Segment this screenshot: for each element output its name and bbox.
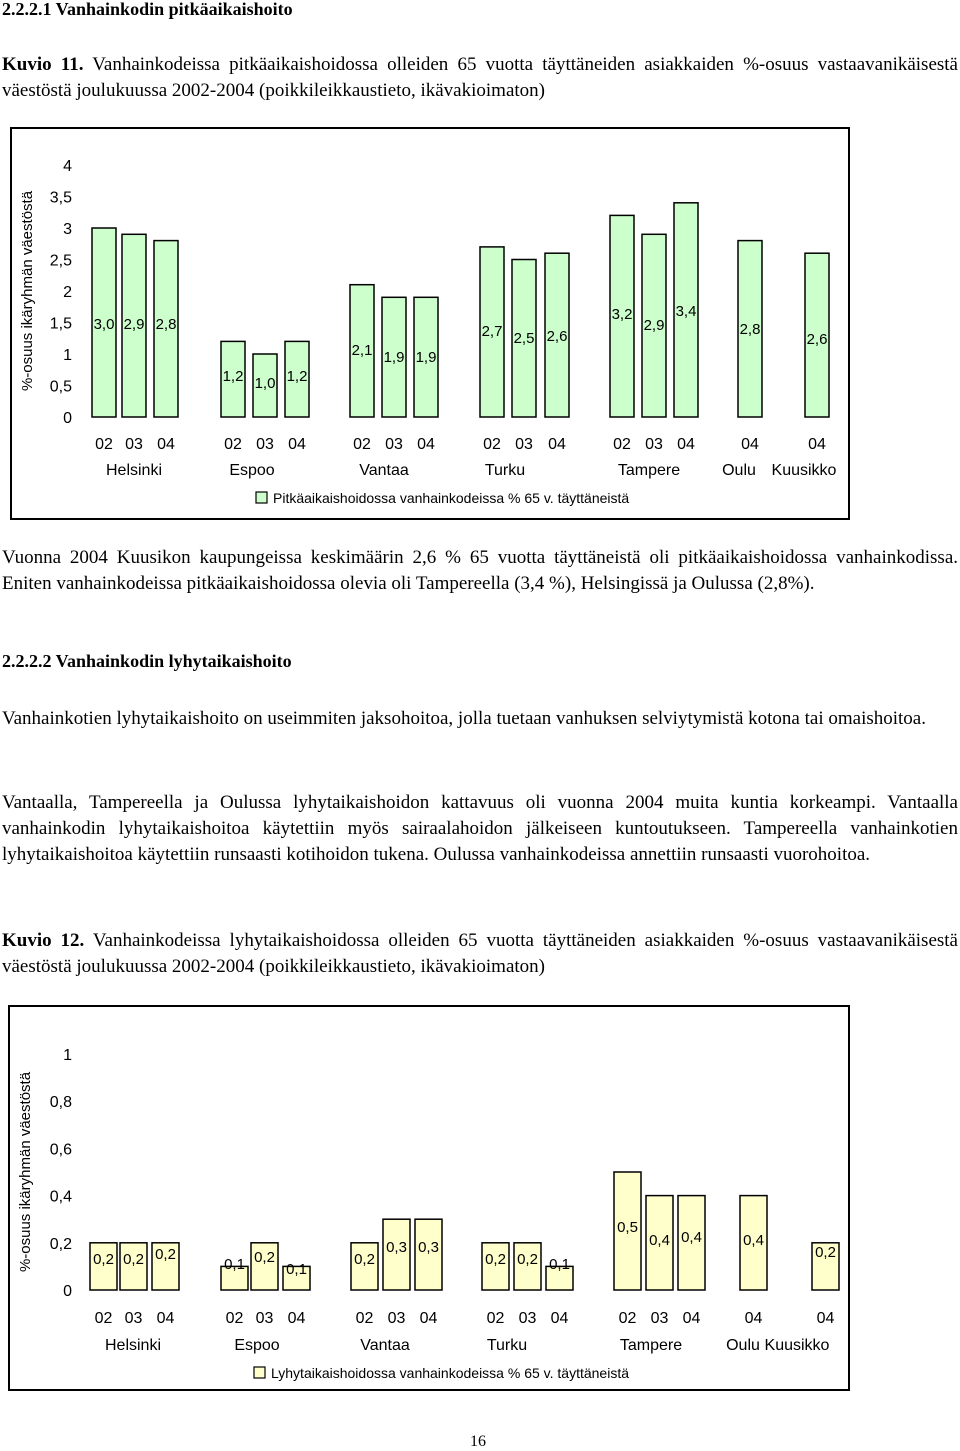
x-tick-label: 04 [741, 436, 759, 453]
y-tick-label: 0 [63, 1283, 72, 1300]
data-label: 2,7 [481, 323, 503, 340]
y-tick-label: 0,5 [49, 378, 72, 396]
x-tick-label: 02 [94, 1310, 113, 1327]
category-label: Tampere [617, 462, 681, 479]
legend-swatch [254, 1367, 265, 1378]
x-tick-label: 04 [744, 1310, 763, 1327]
x-tick-label: 02 [618, 1310, 637, 1327]
x-tick-label: 03 [387, 1310, 406, 1327]
legend-label: Pitkäaikaishoidossa vanhainkodeissa % 65 v. täyttäneistä [273, 490, 630, 506]
data-label: 0,1 [286, 1261, 307, 1278]
y-tick-label: 0,6 [49, 1141, 72, 1159]
figure-caption-text: Vanhainkodeissa pitkäaikaishoidossa olleiden 65 vuotta täyttäneiden asiakkaiden %-osuus vastaavanikäisestä väestöstä joulukuussa 2002-2004 (poikkileikkaustieto, ikävakioimaton) [2, 54, 958, 101]
y-axis-label: %-osuus ikäryhmän väestöstä [19, 190, 36, 392]
chart-short-term-care-svg [10, 1007, 848, 1389]
x-tick-label: 03 [650, 1310, 669, 1327]
x-tick-label: 03 [385, 436, 403, 453]
x-tick-label: 04 [550, 1310, 569, 1327]
x-tick-label: 02 [95, 436, 113, 453]
paragraph: Vuonna 2004 Kuusikon kaupungeissa keskimäärin 2,6 % 65 vuotta täyttäneistä oli pitkäaikaishoidossa vanhainkodissa. Eniten vanhainkodeissa pitkäaikaishoidossa olevia oli Tampereella (3,4 %), Helsingissä ja Oulussa (2,8%). [2, 547, 958, 594]
data-label: 0,2 [254, 1249, 275, 1266]
x-tick-label: 02 [353, 436, 371, 453]
y-tick-label: 1,5 [49, 315, 72, 333]
category-label: Vantaa [359, 462, 409, 479]
chart-long-term-care-svg [12, 129, 848, 518]
x-tick-label: 02 [486, 1310, 505, 1327]
x-tick-label: 04 [816, 1310, 835, 1327]
data-label: 0,2 [123, 1251, 144, 1268]
y-tick-label: 0 [63, 410, 72, 427]
category-label: Kuusikko [771, 462, 837, 479]
data-label: 0,2 [354, 1251, 375, 1268]
x-tick-label: 04 [419, 1310, 438, 1327]
section-heading: 2.2.2.2 Vanhainkodin lyhytaikaishoito [2, 651, 292, 671]
data-label: 3,0 [93, 316, 115, 333]
chart-long-term-care [10, 127, 850, 520]
data-label: 0,2 [93, 1251, 114, 1268]
category-label: Turku [486, 1337, 528, 1354]
data-label: 2,1 [351, 342, 373, 359]
x-tick-label: 03 [255, 1310, 274, 1327]
page-number: 16 [470, 1433, 486, 1450]
data-label: 2,5 [513, 330, 535, 347]
data-label: 0,4 [681, 1229, 702, 1246]
category-label: Espoo [229, 462, 275, 479]
figure-caption [2, 52, 958, 104]
data-label: 0,4 [743, 1232, 764, 1249]
category-label: Turku [484, 462, 526, 479]
x-tick-label: 03 [124, 1310, 143, 1327]
data-label: 0,4 [649, 1232, 670, 1249]
figure-label: Kuvio 11. [2, 54, 84, 75]
y-tick-label: 3 [63, 221, 72, 238]
x-tick-label: 04 [287, 1310, 306, 1327]
x-tick-label: 03 [125, 436, 143, 453]
y-tick-label: 2,5 [49, 252, 72, 270]
data-label: 3,4 [675, 303, 697, 320]
data-label: 0,2 [485, 1251, 506, 1268]
category-label: Kuusikko [764, 1337, 830, 1354]
legend-swatch [256, 492, 267, 503]
y-tick-label: 0,8 [49, 1094, 72, 1112]
y-tick-label: 0,4 [49, 1188, 72, 1206]
data-label: 1,2 [286, 368, 308, 385]
data-label: 0,2 [815, 1244, 836, 1261]
chart-short-term-care [8, 1005, 850, 1391]
data-label: 0,5 [617, 1219, 638, 1236]
category-label: Tampere [619, 1337, 683, 1354]
data-label: 0,2 [517, 1251, 538, 1268]
y-tick-label: 1 [63, 1047, 72, 1064]
x-tick-label: 04 [288, 436, 306, 453]
x-tick-label: 03 [518, 1310, 537, 1327]
category-label: Espoo [234, 1337, 280, 1354]
data-label: 0,3 [418, 1239, 439, 1256]
y-tick-label: 1 [63, 347, 72, 364]
y-axis-label: %-osuus ikäryhmän väestöstä [17, 1071, 34, 1273]
x-tick-label: 02 [225, 1310, 244, 1327]
x-tick-label: 03 [256, 436, 274, 453]
x-tick-label: 02 [224, 436, 242, 453]
figure-caption-text: Vanhainkodeissa lyhytaikaishoidossa olleiden 65 vuotta täyttäneiden asiakkaiden %-osuus vastaavanikäisestä väestöstä joulukuussa 2002-2004 (poikkileikkaustieto, ikävakioimaton) [2, 930, 958, 977]
x-tick-label: 04 [677, 436, 695, 453]
x-tick-label: 04 [808, 436, 826, 453]
y-tick-label: 2 [63, 284, 72, 301]
data-label: 3,2 [611, 306, 633, 323]
section-heading: 2.2.2.1 Vanhainkodin pitkäaikaishoito [2, 0, 293, 19]
category-label: Oulu [722, 462, 756, 479]
paragraph: Vanhainkotien lyhytaikaishoito on useimmiten jaksohoitoa, jolla tuetaan vanhuksen selviytymistä kotona tai omaishoitoa. [2, 708, 926, 729]
legend-label: Lyhytaikaishoidossa vanhainkodeissa % 65 v. täyttäneistä [271, 1365, 629, 1381]
data-label: 1,9 [383, 349, 405, 366]
category-label: Oulu [726, 1337, 760, 1354]
category-label: Vantaa [360, 1337, 410, 1354]
x-tick-label: 02 [613, 436, 631, 453]
category-label: Helsinki [104, 1337, 162, 1354]
y-tick-label: 4 [63, 158, 72, 175]
x-tick-label: 04 [417, 436, 435, 453]
data-label: 2,9 [643, 317, 665, 334]
data-label: 2,8 [739, 321, 761, 338]
category-label: Helsinki [105, 462, 163, 479]
x-tick-label: 02 [355, 1310, 374, 1327]
data-label: 0,1 [549, 1256, 570, 1273]
x-tick-label: 04 [156, 1310, 175, 1327]
data-label: 1,0 [254, 375, 276, 392]
figure-caption [2, 928, 958, 980]
x-tick-label: 02 [483, 436, 501, 453]
data-label: 1,9 [415, 349, 437, 366]
x-tick-label: 04 [682, 1310, 701, 1327]
x-tick-label: 04 [548, 436, 566, 453]
x-tick-label: 04 [157, 436, 175, 453]
paragraph: Vantaalla, Tampereella ja Oulussa lyhytaikaishoidon kattavuus oli vuonna 2004 muita kuntia korkeampi. Vantaalla vanhainkodin lyhytaikaishoitoa käytettiin myös sairaalahoidon jälkeiseen kuntoutukseen. Tampereella vanhainkotien lyhytaikaishoitoa käytettiin runsaasti kotihoidon tukena. Oulussa vanhainkodeissa annettiin runsaasti vuorohoitoa. [2, 792, 958, 865]
data-label: 0,3 [386, 1239, 407, 1256]
y-tick-label: 0,2 [49, 1235, 72, 1253]
data-label: 2,6 [546, 328, 568, 345]
y-tick-label: 3,5 [49, 189, 72, 207]
data-label: 1,2 [222, 368, 244, 385]
figure-label: Kuvio 12. [2, 930, 85, 951]
x-tick-label: 03 [515, 436, 533, 453]
x-tick-label: 03 [645, 436, 663, 453]
data-label: 2,9 [123, 316, 145, 333]
data-label: 2,6 [806, 331, 828, 348]
data-label: 2,8 [155, 316, 177, 333]
data-label: 0,1 [224, 1256, 245, 1273]
data-label: 0,2 [155, 1246, 176, 1263]
